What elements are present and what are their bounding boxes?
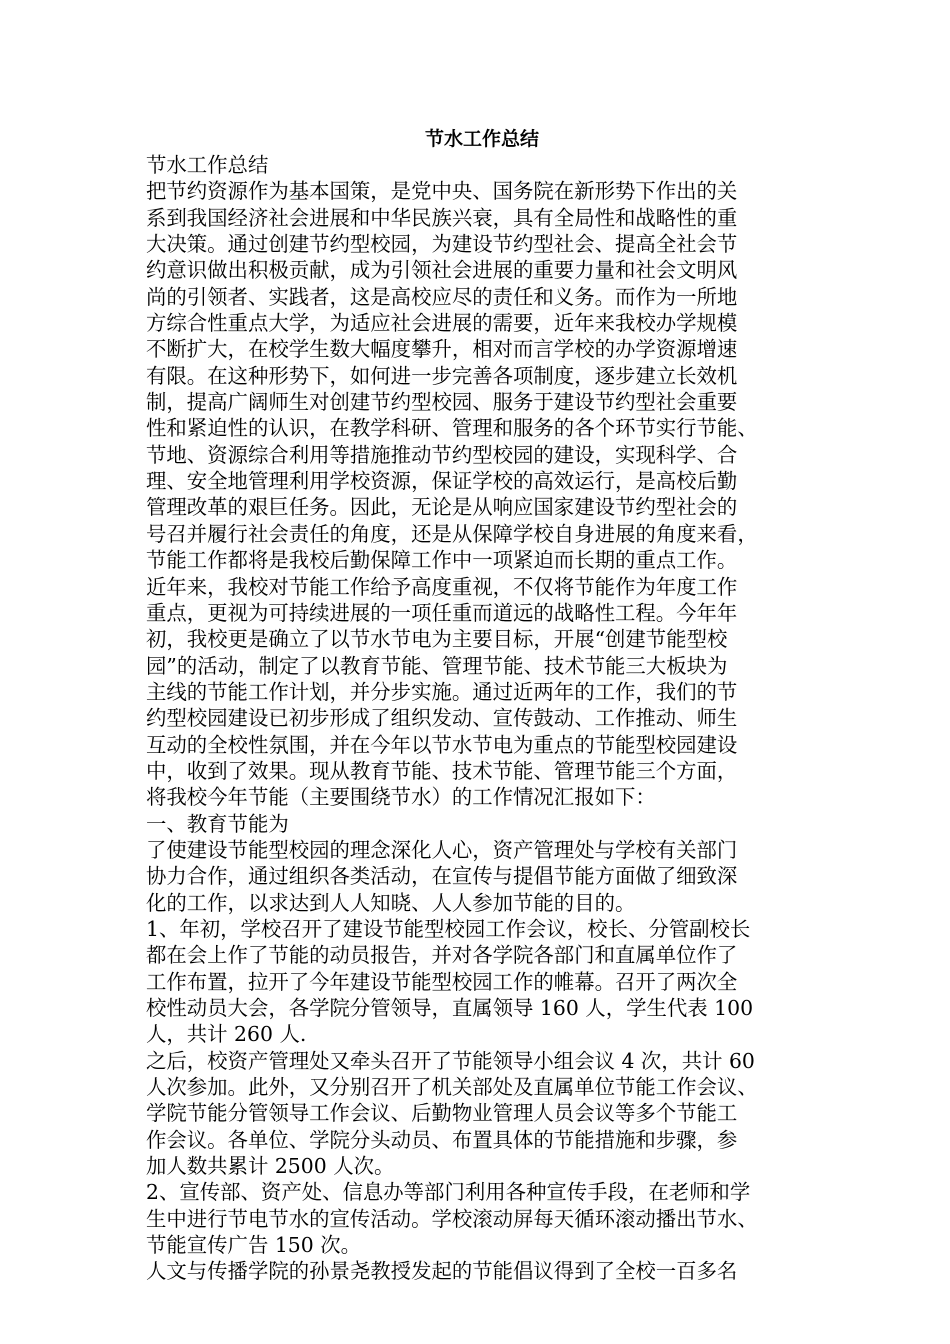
document-page [146,126,808,1285]
body-text-line: 主线的节能工作计划，并分步实施。通过近两年的工作，我们的节 [146,679,738,704]
body-text-line: 中，收到了效果。现从教育节能、技术节能、管理节能三个方面， [146,758,738,783]
document-title: 节水工作总结 [424,128,539,150]
body-text-line: 学院节能分管领导工作会议、后勤物业管理人员会议等多个节能工 [146,1101,738,1126]
body-text-line: 协力合作，通过组织各类活动，在宣传与提倡节能方面做了细致深 [146,864,738,889]
body-text-line: 号召并履行社会责任的角度，还是从保障学校自身进展的角度来看， [146,521,758,546]
body-text-line: 把节约资源作为基本国策，是党中央、国务院在新形势下作出的关 [146,179,738,204]
body-text-line: 之后，校资产管理处又牵头召开了节能领导小组会议 4 次，共计 60 [146,1048,755,1073]
body-text-line: 制，提高广阔师生对创建节约型校园、服务于建设节约型社会重要 [146,390,738,415]
body-text-line: 节能工作都将是我校后勤保障工作中一项紧迫而长期的重点工作。 [146,548,738,573]
body-text-line: 互动的全校性氛围，并在今年以节水节电为重点的节能型校园建设 [146,732,738,757]
body-text-line: 了使建设节能型校园的理念深化人心，资产管理处与学校有关部门 [146,837,738,862]
body-text-line: 系到我国经济社会进展和中华民族兴衰，具有全局性和战略性的重 [146,205,738,230]
body-text-line: 校性动员大会，各学院分管领导，直属领导 160 人，学生代表 100 [146,996,754,1020]
body-text-line: 近年来，我校对节能工作给予高度重视，不仅将节能作为年度工作 [146,574,738,599]
body-text-line: 不断扩大，在校学生数大幅度攀升，相对而言学校的办学资源增速 [146,337,738,362]
body-text-line: 节能宣传广告 150 次。 [146,1233,362,1258]
body-text-line: 人文与传播学院的孙景尧教授发起的节能倡议得到了全校一百多名 [146,1259,738,1284]
body-text-line: 约型校园建设已初步形成了组织发动、宣传鼓动、工作推动、师生 [146,706,738,731]
body-text-line: 性和紧迫性的认识，在教学科研、管理和服务的各个环节实行节能、 [146,416,758,441]
body-text-line: 1、年初，学校召开了建设节能型校园工作会议，校长、分管副校长 [146,916,751,941]
body-text-line: 加人数共累计 2500 人次。 [146,1154,395,1179]
body-text-line: 方综合性重点大学，为适应社会进展的需要，近年来我校办学规模 [146,311,738,336]
body-text-line: 有限。在这种形势下，如何进一步完善各项制度，逐步建立长效机 [146,363,738,388]
body-text-line: 2、宣传部、资产处、信息办等部门利用各种宣传手段，在老师和学 [146,1180,751,1205]
body-text-line: 将我校今年节能（主要围绕节水）的工作情况汇报如下： [146,785,656,810]
body-text-line: 节地、资源综合利用等措施推动节约型校园的建设，实现科学、合 [146,442,738,467]
body-text-line: 工作布置，拉开了今年建设节能型校园工作的帷幕。召开了两次全 [146,969,738,994]
body-text-line: 理、安全地管理利用学校资源，保证学校的高效运行，是高校后勤 [146,469,738,494]
body-text-line: 大决策。通过创建节约型校园，为建设节约型社会、提高全社会节 [146,232,738,257]
body-text-line: 人次参加。此外，又分别召开了机关部处及直属单位节能工作会议、 [146,1075,758,1100]
body-text-line: 作会议。各单位、学院分头动员、布置具体的节能措施和步骤，参 [146,1127,738,1152]
body-text-line: 园”的活动，制定了以教育节能、管理节能、技术节能三大板块为 [146,653,728,678]
body-text-line: 初，我校更是确立了以节水节电为主要目标，开展“创建节能型校 [146,627,728,652]
body-text-line: 化的工作，以求达到人人知晓、人人参加节能的目的。 [146,890,636,915]
body-text-line: 节水工作总结 [146,153,269,177]
body-text-line: 一、教育节能为 [146,811,289,836]
document-body [146,152,808,1285]
body-text-line: 人，共计 260 人. [146,1022,307,1047]
body-text-line: 生中进行节电节水的宣传活动。学校滚动屏每天循环滚动播出节水、 [146,1206,758,1231]
body-text-line: 重点，更视为可持续进展的一项任重而道远的战略性工程。今年年 [146,600,738,625]
body-text-line: 尚的引领者、实践者，这是高校应尽的责任和义务。而作为一所地 [146,284,738,309]
body-text-line: 约意识做出积极贡献，成为引领社会进展的重要力量和社会文明风 [146,258,738,283]
body-text-line: 管理改革的艰巨任务。因此，无论是从响应国家建设节约型社会的 [146,495,738,520]
body-text-line: 都在会上作了节能的动员报告，并对各学院各部门和直属单位作了 [146,943,738,968]
